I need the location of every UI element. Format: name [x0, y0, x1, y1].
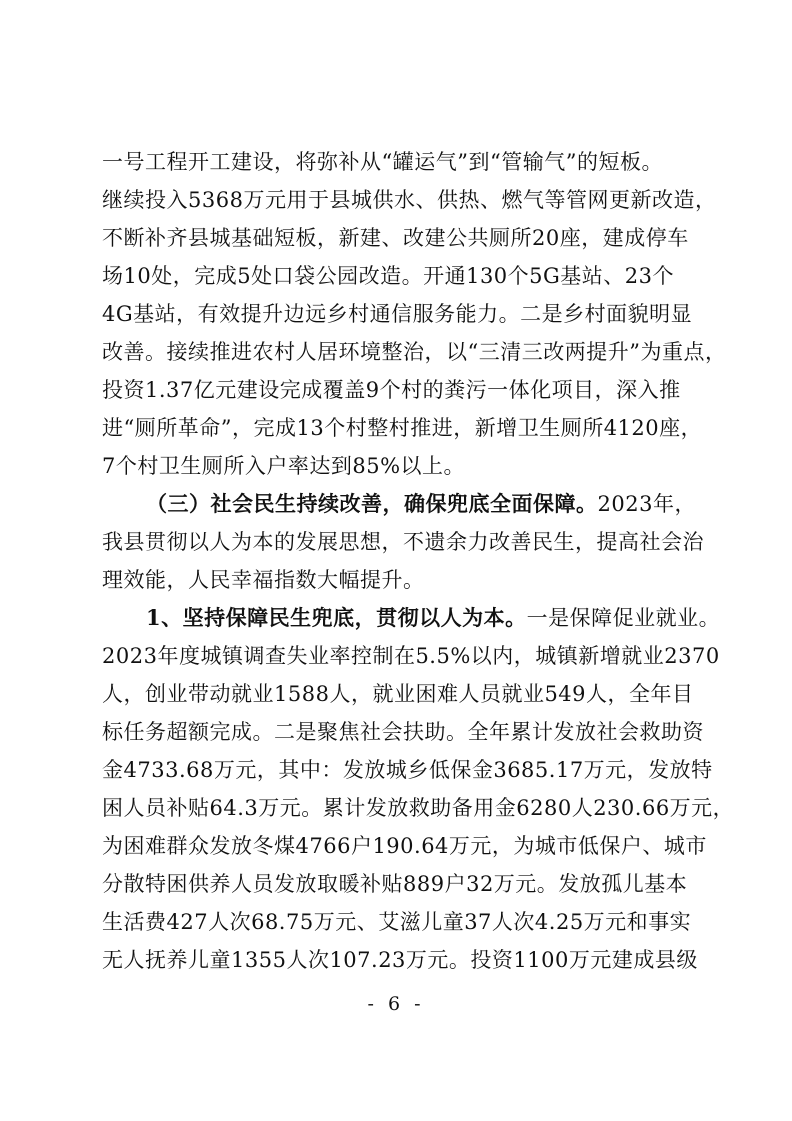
section-heading-line [146, 491, 696, 516]
text-line-6: 改善。接续推进农村人居环境整治，以“三清三改两提升”为重点， [102, 340, 727, 364]
text-line-3: 不断补齐县城基础短板，新建、改建公共厕所20座，建成停车 [102, 226, 689, 250]
subsection-heading-tail: 一是保障促业就业。 [526, 606, 721, 630]
text-line-15: 人，创业带动就业1588人，就业困难人员就业549人，全年目 [102, 682, 694, 706]
text-line-4: 场10处，完成5处口袋公园改造。开通130个5G基站、23个 [102, 264, 675, 288]
text-line-12: 理效能，人民幸福指数大幅提升。 [102, 568, 425, 592]
text-line-20: 分散特困供养人员发放取暖补贴889户32万元。发放孤儿基本 [102, 872, 688, 896]
subsection-heading-line [146, 605, 721, 630]
text-line-5: 4G基站，有效提升边远乡村通信服务能力。二是乡村面貌明显 [102, 302, 693, 326]
subsection-heading: 1、坚持保障民生兜底，贯彻以人为本。 [146, 605, 527, 630]
text-line-14: 2023年度城镇调查失业率控制在5.5%以内，城镇新增就业2370 [102, 644, 720, 668]
text-line-16: 标任务超额完成。二是聚焦社会扶助。全年累计发放社会救助资 [102, 720, 704, 744]
text-line-8: 进“厕所革命”，完成13个村整村推进，新增卫生厕所4120座， [102, 416, 703, 440]
section-heading-tail: 2023年， [597, 492, 696, 516]
text-line-18: 困人员补贴64.3万元。累计发放救助备用金6280人230.66万元， [102, 796, 735, 820]
text-line-22: 无人抚养儿童1355人次107.23万元。投资1100万元建成县级 [102, 948, 698, 972]
text-line-17: 金4733.68万元，其中：发放城乡低保金3685.17万元，发放特 [102, 758, 713, 782]
page-number: - 6 - [367, 993, 425, 1015]
text-line-11: 我县贯彻以人为本的发展思想，不遗余力改善民生，提高社会治 [102, 530, 704, 554]
text-line-19: 为困难群众发放冬煤4766户190.64万元，为城市低保户、城市 [102, 834, 707, 858]
text-line-7: 投资1.37亿元建设完成覆盖9个村的粪污一体化项目，深入推 [102, 378, 681, 402]
text-line-2: 继续投入5368万元用于县城供水、供热、燃气等管网更新改造， [102, 188, 717, 212]
text-line-9: 7个村卫生厕所入户率达到85%以上。 [102, 454, 466, 478]
text-line-21: 生活费427人次68.75万元、艾滋儿童37人次4.25万元和事实 [102, 910, 692, 934]
section-heading: （三）社会民生持续改善，确保兜底全面保障。 [146, 491, 598, 516]
text-line-1: 一号工程开工建设，将弥补从“罐运气”到“管输气”的短板。 [102, 150, 663, 174]
